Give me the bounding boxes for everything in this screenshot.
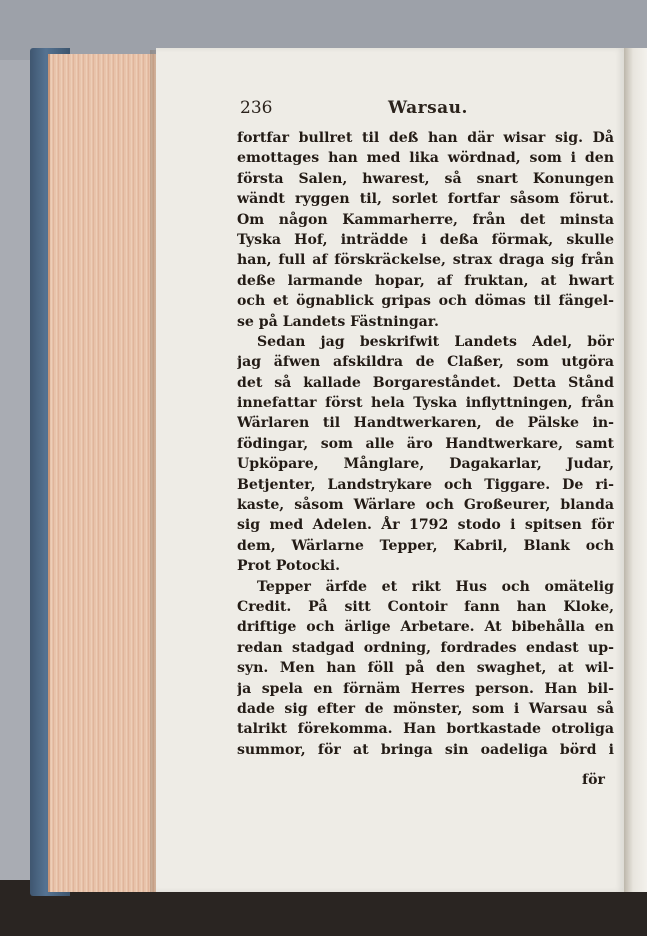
text-line: han, full af förskräckelse, strax draga sig från: [237, 252, 614, 269]
text-line: Wärlaren til Handtwerkaren, de Pälske in-: [237, 415, 614, 432]
text-line: Sedan jag beskrifwit Landets Adel, bör: [257, 333, 614, 350]
text-line: redan stadgad ordning, fordrades endast up-: [237, 639, 614, 656]
text-line: ja spela en förnäm Herres person. Han bil-: [237, 680, 614, 697]
page-number: 236: [240, 98, 273, 118]
text-line: det så kallade Borgareståndet. Detta Stånd: [237, 374, 614, 391]
text-line: kaste, såsom Wärlare och Großeurer, blanda: [237, 497, 614, 514]
text-line: deße larmande hopar, af fruktan, at hwart: [237, 272, 614, 289]
text-line: Prot Potocki.: [237, 558, 340, 575]
page-stack-edge: [48, 54, 162, 892]
page-text: [237, 128, 614, 760]
text-line: Tepper ärfde et rikt Hus och omätelig: [257, 578, 614, 595]
text-line: driftige och ärlige Arbetare. At bibehålla en: [237, 619, 614, 636]
text-line: wändt ryggen til, sorlet fortfar såsom förut.: [237, 191, 614, 208]
text-line: syn. Men han föll på den swaghet, at wil-: [237, 660, 614, 677]
text-line: Betjenter, Landstrykare och Tiggare. De ri-: [237, 476, 614, 493]
text-line: Tyska Hof, inträdde i deßa förmak, skulle: [237, 231, 614, 248]
text-line: se på Landets Fästningar.: [237, 313, 439, 330]
text-line: talrikt förekomma. Han bortkastade otroliga: [237, 721, 614, 738]
text-line: sig med Adelen. År 1792 stodo i spitsen för: [237, 517, 614, 534]
text-line: summor, för at bringa sin oadeliga börd i: [237, 741, 614, 758]
book-gutter: [624, 48, 647, 892]
text-line: fortfar bullret til deß han där wisar sig. Då: [237, 130, 614, 146]
running-head: Warsau.: [388, 98, 468, 118]
catchword: för: [582, 772, 605, 788]
text-line: Credit. På sitt Contoir fann han Kloke,: [237, 598, 614, 615]
text-line: Om någon Kammarherre, från det minsta: [237, 211, 614, 228]
text-line: födingar, som alle äro Handtwerkare, samt: [237, 435, 614, 452]
text-line: dade sig efter de mönster, som i Warsau så: [237, 700, 614, 717]
text-line: innefattar först hela Tyska inflyttningen, från: [237, 395, 614, 412]
page-header: [240, 98, 610, 122]
text-line: första Salen, hwarest, så snart Konungen: [237, 170, 614, 187]
text-line: emottages han med lika wördnad, som i den: [237, 150, 614, 167]
text-line: och et ögnablick gripas och dömas til fängel-: [237, 293, 614, 310]
text-line: jag äfwen afskildra de Claßer, som utgöra: [237, 354, 614, 371]
text-line: dem, Wärlarne Tepper, Kabril, Blank och: [237, 537, 614, 554]
text-line: Upköpare, Månglare, Dagakarlar, Judar,: [237, 456, 614, 473]
